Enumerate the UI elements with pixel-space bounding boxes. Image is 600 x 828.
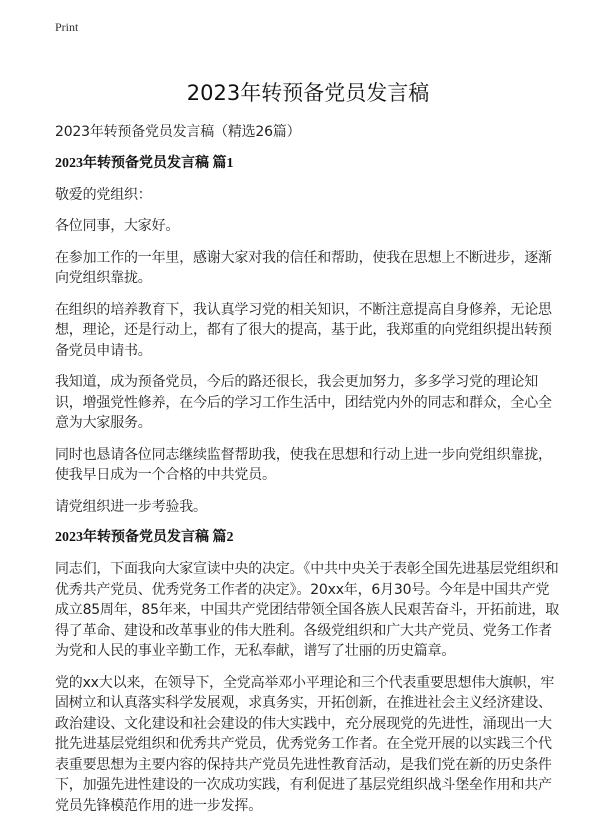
page-title: 2023年转预备党员发言稿 bbox=[186, 81, 430, 105]
paragraph: 我知道，成为预备党员，今后的路还很长，我会更加努力，多多学习党的理论知识，增强党性修养，在今后的学习工作生活中，团结党内外的同志和群众，全心全意为大家服务。 bbox=[55, 374, 552, 431]
paragraph: 各位同事，大家好。 bbox=[55, 218, 180, 234]
paragraph: 同时也恳请各位同志继续监督帮助我，使我在思想和行动上进一步向党组织靠拢，使我早日成为一个合格的中共党员。 bbox=[55, 446, 552, 483]
paragraph: 在参加工作的一年里，感谢大家对我的信任和帮助，使我在思想上不断进步，逐渐向党组织靠拢。 bbox=[55, 249, 552, 286]
paragraph: 在组织的培养教育下，我认真学习党的相关知识，不断注意提高自身修养，无论思想，理论，还是行动上，都有了很大的提高，基于此，我郑重的向党组织提出转预备党员申请书。 bbox=[55, 301, 552, 359]
paragraph: 敬爱的党组织： bbox=[55, 186, 152, 203]
document-subtitle: 2023年转预备党员发言稿（精选26篇） bbox=[55, 124, 301, 140]
section-heading-1: 2023年转预备党员发言稿 篇1 bbox=[55, 155, 234, 171]
paragraph: 请党组织进一步考验我。 bbox=[55, 498, 207, 515]
paragraph: 同志们，下面我向大家宣读中央的决定。《中共中央关于表彰全国先进基层党组织和优秀共产党员、优秀党务工作者的决定》。20xx年，6月30号。今年是中国共产党成立85周年，85年来，中国共产党团结带领全国各族人民艰苦奋斗，开拓前进，取得了革命、建设和改革事业的伟大胜利。各级党组织和广大共产党员、党务工作者为党和人民的事业辛勤工作，无私奉献，谱写了壮丽的历史篇章。 bbox=[55, 561, 560, 659]
section-heading-2: 2023年转预备党员发言稿 篇2 bbox=[55, 530, 234, 545]
print-link[interactable]: Print bbox=[55, 20, 79, 34]
document-body bbox=[55, 78, 561, 827]
paragraph: 党的xx大以来，在领导下，全党高举邓小平理论和三个代表重要思想伟大旗帜，牢固树立和认真落实科学发展观，求真务实，开拓创新，在推进社会主义经济建设、政治建设、文化建设和社会建设的伟大实践中，充分展现党的先进性，涌现出一大批先进基层党组织和优秀共产党员，优秀党务工作者。在全党开展的以实践三个代表重要思想为主要内容的保持共产党员先进性教育活动，是我们党在新的历史条件下，加强先进性建设的一次成功实践，有利促进了基层党组织战斗堡垒作用和共产党员先锋模范作用的进一步发挥。 bbox=[55, 674, 555, 814]
